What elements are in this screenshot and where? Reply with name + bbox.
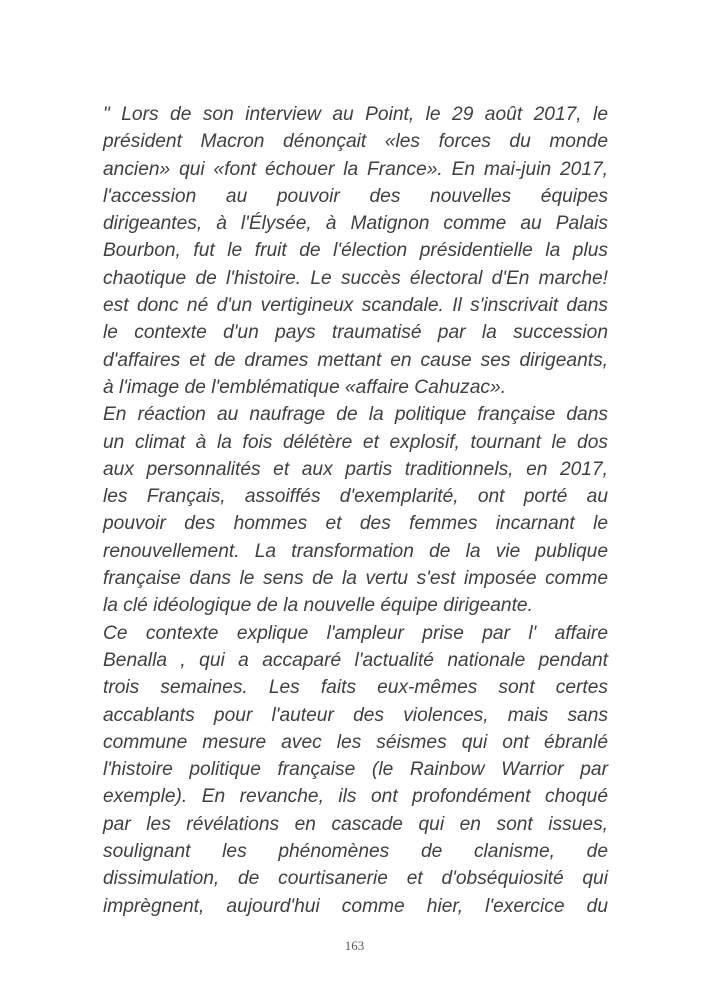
text-line: d'affaires et de drames mettant en cause ses dirigeants, (103, 349, 608, 371)
text-line: " Lors de son interview au Point, le 29 août 2017, le (103, 104, 608, 125)
text-line: dissimulation, de courtisanerie et d'obséquiosité qui (103, 868, 608, 890)
text-line: le contexte d'un pays traumatisé par la succession (103, 322, 608, 344)
page-number: 163 (344, 938, 365, 953)
text-line: accablants pour l'auteur des violences, mais sans (103, 704, 608, 726)
body-text (103, 101, 608, 920)
text-line: En réaction au naufrage de la politique française dans (103, 404, 608, 426)
text-line: Bourbon, fut le fruit de l'élection présidentielle la plus (103, 240, 608, 262)
text-line: chaotique de l'histoire. Le succès électoral d'En marche! (103, 267, 608, 289)
text-line-paragraph-end: la clé idéologique de la nouvelle équipe dirigeante. (103, 595, 533, 617)
text-line: ancien» qui «font échouer la France». En mai-juin 2017, (103, 158, 608, 180)
text-line: aux personnalités et aux partis traditionnels, en 2017, (103, 458, 608, 480)
text-line: soulignant les phénomènes de clanisme, de (103, 841, 608, 863)
text-line: exemple). En revanche, ils ont profondément choqué (103, 786, 608, 808)
text-line: est donc né d'un vertigineux scandale. Il s'inscrivait dans (103, 295, 608, 317)
text-line: Ce contexte explique l'ampleur prise par l' affaire (103, 622, 608, 644)
text-line: les Français, assoiffés d'exemplarité, ont porté au (103, 486, 608, 508)
text-line: par les révélations en cascade qui en sont issues, (103, 813, 608, 835)
text-line: président Macron dénonçait «les forces du monde (103, 131, 608, 153)
text-line: l'histoire politique française (le Rainbow Warrior par (103, 759, 608, 781)
text-line: dirigeantes, à l'Élysée, à Matignon comme au Palais (103, 213, 608, 235)
text-line-paragraph-end: à l'image de l'emblématique «affaire Cahuzac». (103, 376, 507, 398)
text-line: l'accession au pouvoir des nouvelles équipes (103, 185, 608, 207)
text-line: un climat à la fois délétère et explosif, tournant le dos (103, 431, 608, 453)
text-line: trois semaines. Les faits eux-mêmes sont certes (103, 677, 608, 699)
text-line: Benalla , qui a accaparé l'actualité nationale pendant (103, 649, 608, 671)
text-line: française dans le sens de la vertu s'est imposée comme (103, 568, 608, 590)
text-line: pouvoir des hommes et des femmes incarnant le (103, 513, 608, 535)
text-line: commune mesure avec les séismes qui ont ébranlé (103, 731, 608, 753)
text-line: renouvellement. La transformation de la vie publique (103, 540, 608, 562)
text-line: imprègnent, aujourd'hui comme hier, l'exercice du (103, 895, 608, 917)
